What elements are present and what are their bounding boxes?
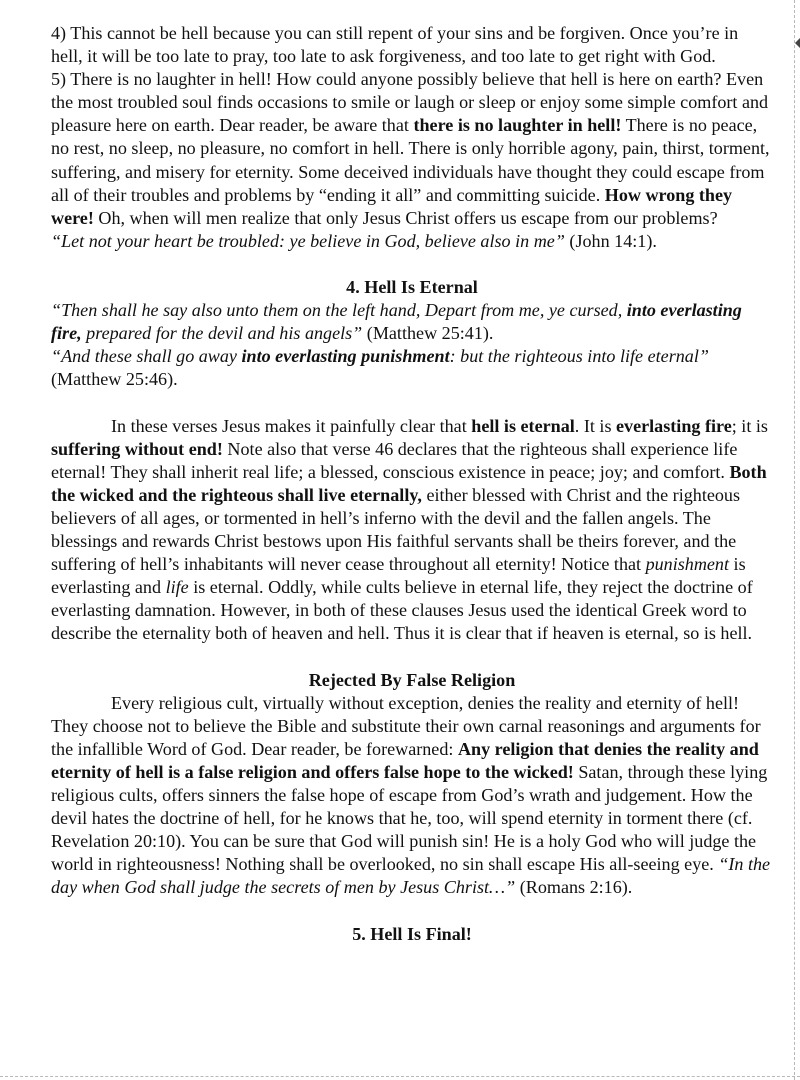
section-heading-rejected-by-false-religion: Rejected By False Religion [308,669,516,690]
spacer [51,392,773,415]
paragraph-point-5: 5) There is no laughter in hell! How could anyone possibly believe that hell is here on earth? Even the most troubled soul finds occasions to smile or laugh or sleep or enjoy some simple comfort and pleasure here on earth. Dear reader, be aware that there is no laughter in hell! There is no peace, no rest, no sleep, no pleasure, no comfort in hell. There is only horrible agony, pain, thirst, torment, suffering, and misery for eternity. Some deceived individuals have thought they could escape from all of their troubles and problems by “ending it all” and committing suicide. How wrong they were! Oh, when will men realize that only Jesus Christ offers us escape from our problems? [51,69,770,228]
section-heading-hell-is-eternal: 4. Hell Is Eternal [346,277,478,298]
spacer [51,253,773,276]
page-border-right [794,0,795,1080]
paragraph-point-4: 4) This cannot be hell because you can still repent of your sins and be forgiven. Once you’re in hell, it will be too late to pray, too late to ask forgiveness, and too late to get right with God. [51,23,739,67]
spacer [51,646,773,669]
verse-matthew-25-41: “Then shall he say also unto them on the left hand, Depart from me, ye cursed, into everlasting fire, prepared for the devil and his angels” (Matthew 25:41). [51,300,742,344]
paragraph-hell-is-eternal: In these verses Jesus makes it painfully clear that hell is eternal. It is everlasting fire; it is suffering without end! Note also that verse 46 declares that the righteous shall experience life eternal! They shall inherit real life; a blessed, conscious existence in peace; joy; and comfort. Both the wicked and the righteous shall live eternally, either blessed with Christ and the righteous believers of all ages, or tormented in hell’s inferno with the devil and the fallen angels. The blessings and rewards Christ bestows upon His faithful servants shall be theirs forever, and the suffering of hell’s inhabitants will never cease throughout all eternity! Notice that punishment is everlasting and life is eternal. Oddly, while cults believe in eternal life, they reject the doctrine of everlasting damnation. However, in both of these clauses Jesus used the identical Greek word to describe the eternality both of heaven and hell. Thus it is clear that if heaven is eternal, so is hell. [51,415,768,644]
verse-john-14-1: “Let not your heart be troubled: ye believe in God, believe also in me” (John 14:1). [51,230,657,251]
page-edge-marker [795,38,800,48]
document-page [51,22,773,946]
page-border-bottom [0,1076,800,1077]
verse-matthew-25-46: “And these shall go away into everlasting punishment: but the righteous into life eternal” (Matthew 25:46). [51,346,709,390]
section-heading-hell-is-final: 5. Hell Is Final! [352,923,472,944]
paragraph-false-religion: Every religious cult, virtually without exception, denies the reality and eternity of hell! They choose not to believe the Bible and substitute their own carnal reasonings and arguments for the infallible Word of God. Dear reader, be forewarned: Any religion that denies the reality and eternity of hell is a false religion and offers false hope to the wicked! Satan, through these lying religious cults, offers sinners the false hope of escape from God’s wrath and judgement. How the devil hates the doctrine of hell, for he knows that he, too, will spend eternity in torment there (cf. Revelation 20:10). You can be sure that God will punish sin! He is a holy God who will judge the world in righteousness! Nothing shall be overlooked, no sin shall escape His all-seeing eye. “In the day when God shall judge the secrets of men by Jesus Christ…” (Romans 2:16). [51,692,771,898]
spacer [51,900,773,923]
